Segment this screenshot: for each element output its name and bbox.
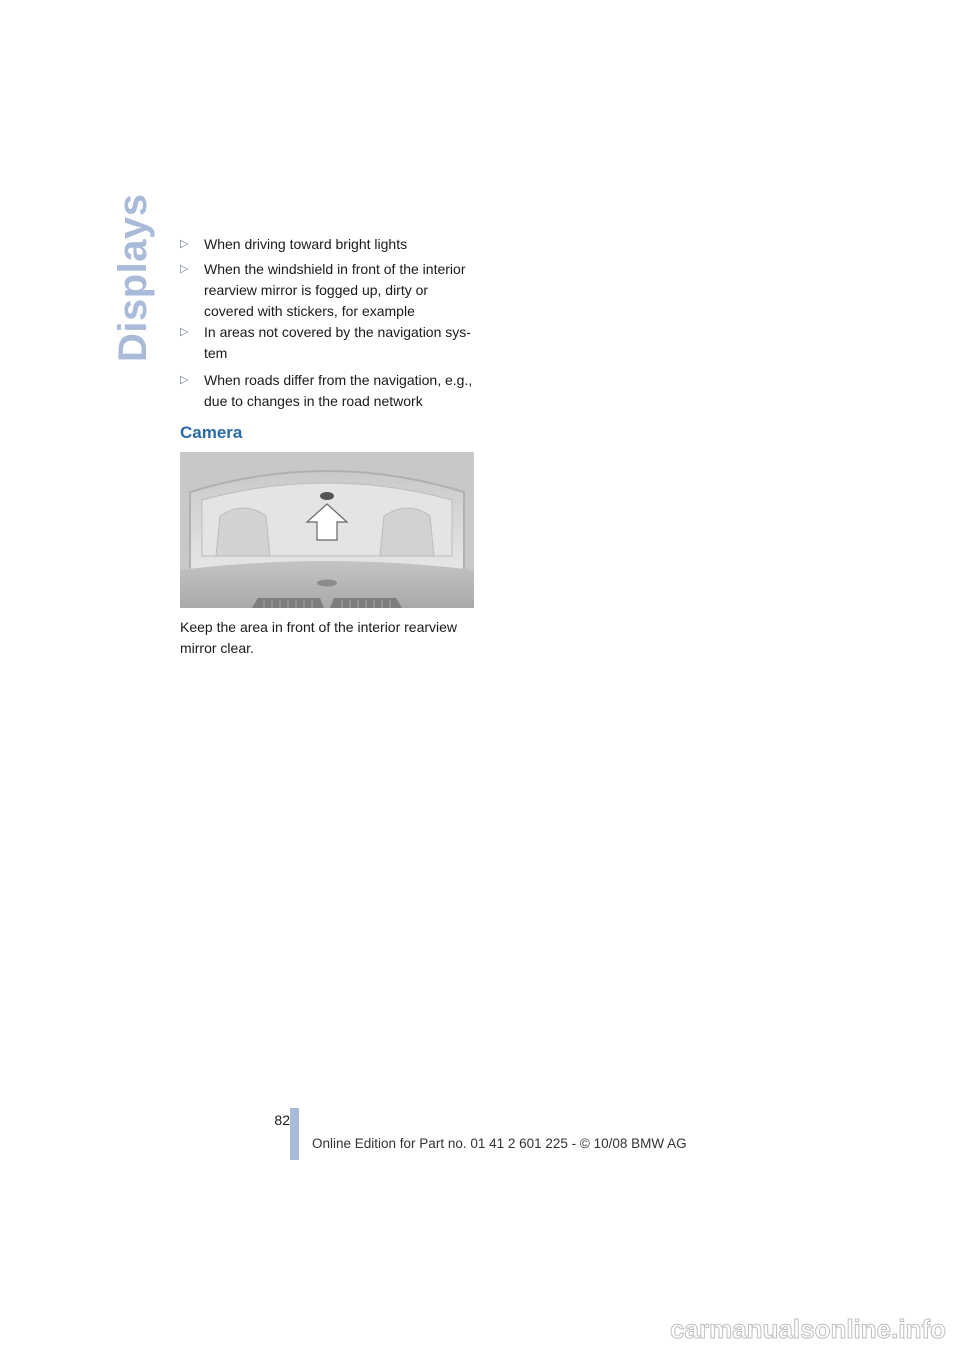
figure-caption: Keep the area in front of the interior rearview mirror clear. bbox=[180, 619, 458, 656]
windshield-illustration bbox=[180, 452, 474, 608]
camera-location-figure bbox=[180, 452, 474, 608]
list-item bbox=[180, 259, 480, 322]
section-heading: Camera bbox=[180, 423, 243, 442]
footer-edition-text: Online Edition for Part no. 01 41 2 601 225 - © 10/08 BMW AG bbox=[312, 1136, 687, 1151]
footer-accent-bar bbox=[290, 1108, 299, 1160]
triangle-bullet-icon: ▷ bbox=[180, 263, 189, 275]
page-number: 82 bbox=[274, 1112, 290, 1128]
list-item-text: When driving toward bright lights bbox=[204, 236, 408, 252]
list-item bbox=[180, 370, 480, 412]
list-item bbox=[180, 322, 480, 364]
triangle-bullet-icon: ▷ bbox=[180, 374, 189, 386]
list-item bbox=[180, 234, 407, 255]
triangle-bullet-icon: ▷ bbox=[180, 326, 189, 338]
list-item-text: When roads differ from the navigation, e.g., due to changes in the road network bbox=[204, 372, 473, 409]
triangle-bullet-icon: ▷ bbox=[180, 238, 189, 250]
section-side-title: Displays bbox=[111, 193, 155, 362]
list-item-text: In areas not covered by the navigation sys-tem bbox=[204, 324, 471, 361]
list-item-text: When the windshield in front of the interior rearview mirror is fogged up, dirty or covered with stickers, for example bbox=[204, 261, 466, 319]
watermark-text: carmanualsonline.info bbox=[670, 1314, 946, 1344]
watermark-logo bbox=[628, 1306, 948, 1350]
